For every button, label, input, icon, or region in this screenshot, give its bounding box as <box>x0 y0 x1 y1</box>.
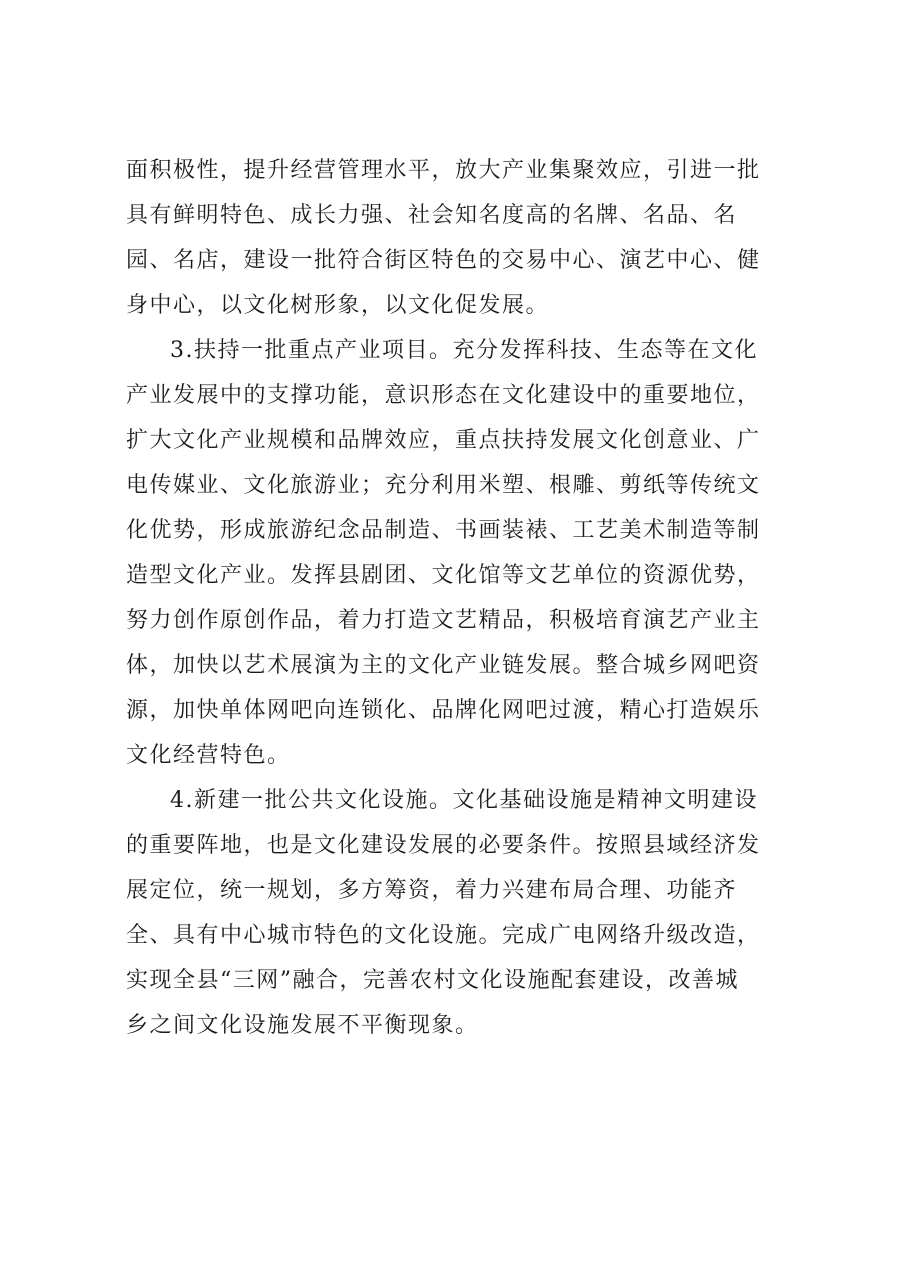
paragraph-line: 造型文化产业。发挥县剧团、文化馆等文艺单位的资源优势， <box>126 563 761 588</box>
paragraph-line: 展定位，统一规划，多方筹资，着力兴建布局合理、功能齐 <box>126 878 738 903</box>
paragraph-1 <box>126 148 806 328</box>
paragraph-3 <box>126 778 806 1048</box>
paragraph-line: 实现全县“三网”融合，完善农村文化设施配套建设，改善城 <box>126 968 739 993</box>
paragraph-line: 3.扶持一批重点产业项目。充分发挥科技、生态等在文化 <box>170 338 758 363</box>
paragraph-line: 全、具有中心城市特色的文化设施。完成广电网络升级改造， <box>126 923 761 948</box>
paragraph-line: 园、名店，建设一批符合街区特色的交易中心、演艺中心、健 <box>126 248 761 273</box>
paragraph-line: 电传媒业、文化旅游业；充分利用米塑、根雕、剪纸等传统文 <box>126 473 761 498</box>
paragraph-line: 文化经营特色。 <box>126 743 291 768</box>
paragraph-line: 具有鲜明特色、成长力强、社会知名度高的名牌、名品、名 <box>126 203 738 228</box>
paragraph-line: 化优势，形成旅游纪念品制造、书画装裱、工艺美术制造等制 <box>126 518 761 543</box>
paragraph-line: 扩大文化产业规模和品牌效应，重点扶持发展文化创意业、广 <box>126 428 761 453</box>
paragraph-line: 源，加快单体网吧向连锁化、品牌化网吧过渡，精心打造娱乐 <box>126 698 761 723</box>
paragraph-line: 努力创作原创作品，着力打造文艺精品，积极培育演艺产业主 <box>126 608 761 633</box>
paragraph-line: 乡之间文化设施发展不平衡现象。 <box>126 1013 479 1038</box>
document-body <box>126 148 806 1048</box>
paragraph-line: 产业发展中的支撑功能，意识形态在文化建设中的重要地位， <box>126 383 761 408</box>
paragraph-line: 4.新建一批公共文化设施。文化基础设施是精神文明建设 <box>170 788 758 813</box>
paragraph-line: 面积极性，提升经营管理水平，放大产业集聚效应，引进一批 <box>126 158 761 183</box>
paragraph-line: 体，加快以艺术展演为主的文化产业链发展。整合城乡网吧资 <box>126 653 761 678</box>
paragraph-2 <box>126 328 806 778</box>
paragraph-line: 身中心，以文化树形象，以文化促发展。 <box>126 293 550 318</box>
paragraph-line: 的重要阵地，也是文化建设发展的必要条件。按照县域经济发 <box>126 833 761 858</box>
